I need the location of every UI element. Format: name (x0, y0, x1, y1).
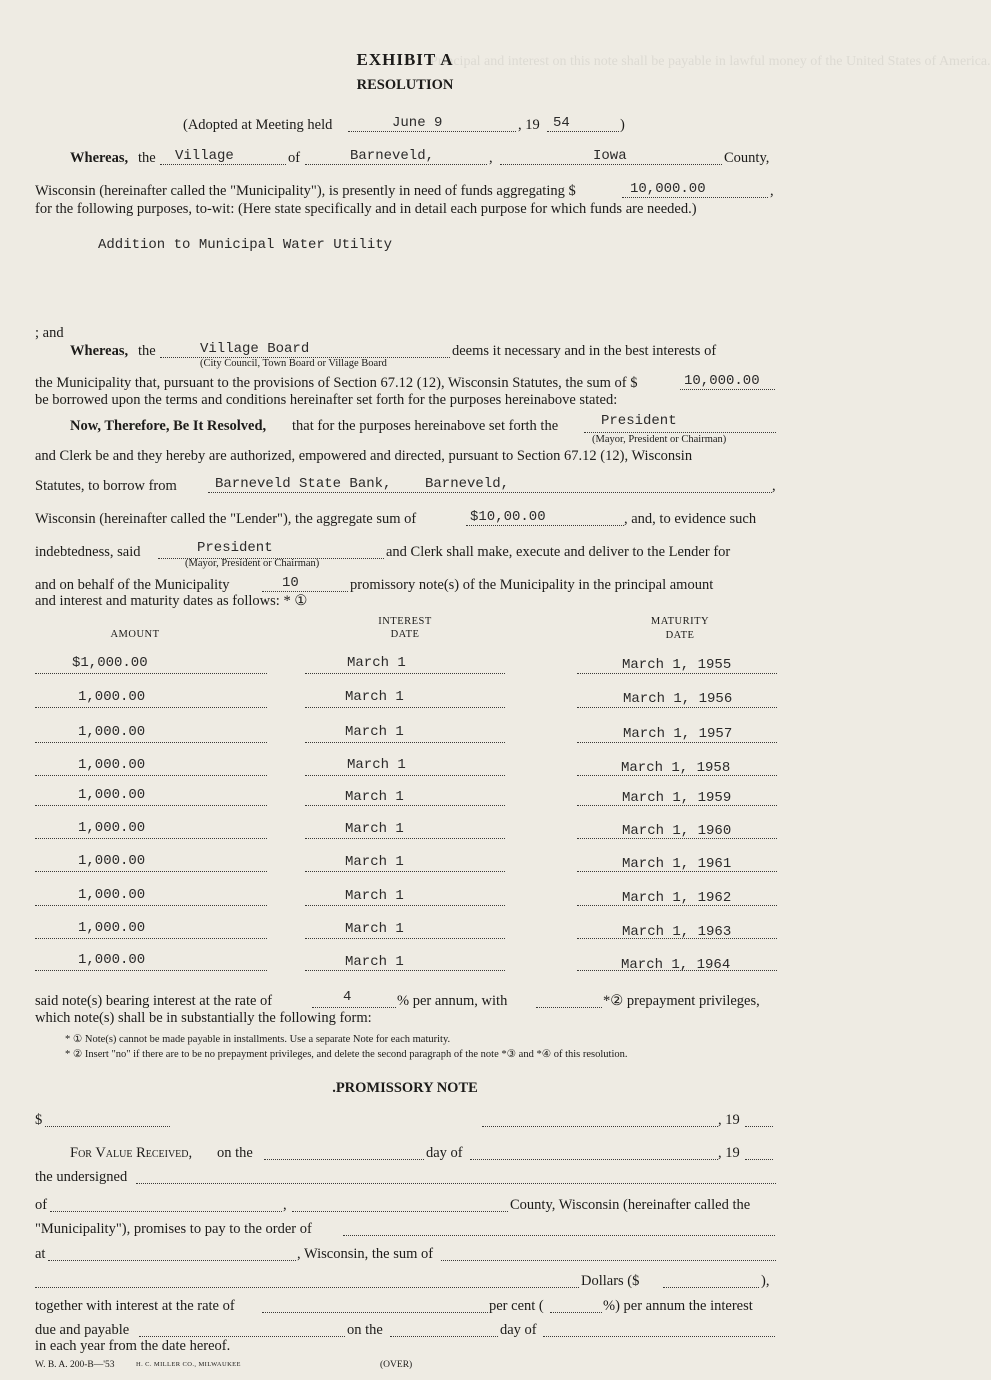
row-amount: 1,000.00 (78, 689, 146, 705)
adopted-year-prefix: , 19 (518, 117, 540, 133)
undersigned: the undersigned (35, 1169, 128, 1185)
interest-line (305, 775, 505, 776)
interest-line (305, 871, 505, 872)
resolved-text8: and on behalf of the Municipality (35, 577, 230, 593)
together-text: together with interest at the rate of (35, 1298, 235, 1314)
note-year2-line (745, 1159, 773, 1160)
printer-name: H. C. MILLER CO., MILWAUKEE (136, 1361, 241, 1368)
due-month-line (543, 1336, 775, 1337)
interest-header-2: DATE (390, 629, 420, 640)
day-of: day of (426, 1145, 463, 1161)
row-maturity: March 1, 1956 (623, 691, 733, 707)
resolved-text1: that for the purposes hereinabove set forth the (292, 418, 559, 434)
resolved-text10: and interest and maturity dates as follows: * ① (35, 593, 308, 609)
row-maturity: March 1, 1963 (622, 924, 732, 940)
each-year: in each year from the date hereof. (35, 1338, 231, 1354)
row-interest: March 1 (345, 689, 404, 705)
amount-line (35, 673, 267, 674)
dollars-words-line (35, 1287, 579, 1288)
promissory-title: .PROMISSORY NOTE (332, 1080, 478, 1096)
interest-rate: 4 (343, 989, 352, 1005)
amount-line (35, 775, 267, 776)
row-amount: 1,000.00 (78, 952, 146, 968)
interest-line (305, 805, 505, 806)
note-year: , 19 (718, 1112, 740, 1128)
municipality-name: Barneveld, (350, 148, 435, 164)
comma: , (770, 183, 774, 199)
row-amount: 1,000.00 (78, 887, 146, 903)
whereas2-text1: deems it necessary and in the best interests of (452, 343, 717, 359)
interest-line (305, 938, 505, 939)
notes-count-line (262, 591, 348, 592)
adopted-suffix: ) (620, 117, 625, 133)
note-year2: , 19 (718, 1145, 740, 1161)
row-maturity: March 1, 1964 (621, 957, 731, 973)
note-date-line (482, 1126, 718, 1127)
per-annum: %) per annum the interest (603, 1298, 753, 1314)
resolved-text4: Wisconsin (hereinafter called the "Lender"), the aggregate sum of (35, 511, 417, 527)
sum-words-line (441, 1260, 776, 1261)
rate-figure-line (550, 1312, 602, 1313)
note-year-line (745, 1126, 773, 1127)
row-maturity: March 1, 1957 (623, 726, 733, 742)
row-amount: 1,000.00 (78, 920, 146, 936)
amount-header: AMOUNT (110, 629, 160, 640)
county-label: County, (724, 150, 770, 166)
adopted-year: 54 (553, 115, 570, 131)
row-interest: March 1 (345, 921, 404, 937)
row-amount: 1,000.00 (78, 820, 146, 836)
prepayment-line (536, 1007, 602, 1008)
aggregate-sum: $10,00.00 (470, 509, 546, 525)
row-maturity: March 1, 1955 (622, 657, 732, 673)
dollars-end: ), (761, 1273, 770, 1289)
of-line (50, 1211, 282, 1212)
row-maturity: March 1, 1958 (621, 760, 731, 776)
of-label: of (35, 1197, 48, 1213)
county-line-2 (292, 1211, 508, 1212)
whereas2-text3: be borrowed upon the terms and conditions hereinafter set forth for the purposes hereinabove stated: (35, 392, 618, 408)
rate-line (312, 1007, 396, 1008)
amount-line (35, 742, 267, 743)
whereas-text2: for the following purposes, to-wit: (Here state specifically and in detail each purpose for which funds are needed.) (35, 201, 697, 217)
notes-count: 10 (282, 575, 299, 591)
row-interest: March 1 (347, 757, 406, 773)
officer-caption: (Mayor, President or Chairman) (592, 434, 727, 445)
rate-words-line (262, 1312, 488, 1313)
on-the: on the (217, 1145, 253, 1161)
row-amount: 1,000.00 (78, 787, 146, 803)
interest-line (305, 673, 505, 674)
day-of-2: day of (500, 1322, 537, 1338)
whereas-the: the (138, 150, 156, 166)
purpose-text: Addition to Municipal Water Utility (98, 237, 393, 253)
row-amount: 1,000.00 (78, 724, 146, 740)
maturity-header-1: MATURITY (650, 616, 710, 627)
resolved-text3: Statutes, to borrow from (35, 478, 177, 494)
interest-text2: % per annum, with (397, 993, 508, 1009)
interest-line (305, 707, 505, 708)
row-interest: March 1 (347, 655, 406, 671)
interest-text4: which note(s) shall be in substantially the following form: (35, 1010, 372, 1026)
whereas2-the: the (138, 343, 156, 359)
due-label: due and payable (35, 1322, 130, 1338)
maturity-line (577, 673, 777, 674)
whereas2-lead: Whereas, (70, 343, 129, 359)
municipality-line (305, 164, 487, 165)
row-interest: March 1 (345, 954, 404, 970)
officer2-title: President (197, 540, 273, 556)
resolved-text9: promissory note(s) of the Municipality in the principal amount (350, 577, 714, 593)
resolved-text7: and Clerk shall make, execute and deliver to the Lender for (386, 544, 731, 560)
over-label: (OVER) (380, 1360, 413, 1370)
whereas-text1: Wisconsin (hereinafter called the "Municipality"), is presently in need of funds aggregating $ (35, 183, 576, 199)
maturity-line (577, 707, 777, 708)
comma: , (489, 150, 493, 166)
interest-line (305, 742, 505, 743)
bleed-through-text: Principal and interest on this note shall be payable in lawful money of the United States of America. (430, 54, 991, 69)
adopted-prefix: (Adopted at Meeting held (183, 117, 333, 133)
entity-line (160, 164, 286, 165)
amount-line (35, 970, 267, 971)
amount-line (35, 938, 267, 939)
funds-amount: 10,000.00 (630, 181, 706, 197)
dollars-figure-line (663, 1287, 759, 1288)
day-line (264, 1159, 424, 1160)
resolved-text6: indebtedness, said (35, 544, 141, 560)
whereas-lead: Whereas, (70, 150, 129, 166)
interest-line (305, 970, 505, 971)
row-maturity: March 1, 1960 (622, 823, 732, 839)
on-the-2: on the (347, 1322, 383, 1338)
lender-city: Barneveld, (425, 476, 510, 492)
comma: , (283, 1197, 287, 1213)
county-text: County, Wisconsin (hereinafter called the (510, 1197, 751, 1213)
lender-name: Barneveld State Bank, (215, 476, 392, 492)
entity-type: Village (175, 148, 234, 164)
maturity-line (577, 742, 777, 743)
footnote-1: * ① Note(s) cannot be made payable in installments. Use a separate Note for each maturity. (65, 1034, 451, 1045)
sum-amount: 10,000.00 (684, 373, 760, 389)
value-received: For Value Received, (70, 1145, 193, 1161)
body-caption: (City Council, Town Board or Village Board (200, 358, 387, 369)
exhibit-title: EXHIBIT A (356, 50, 454, 69)
officer2-caption: (Mayor, President or Chairman) (185, 558, 320, 569)
maturity-header-2: DATE (665, 630, 695, 641)
dollar-sign: $ (35, 1112, 43, 1128)
month-line (470, 1159, 718, 1160)
lender-line (208, 492, 772, 493)
amount-line (35, 805, 267, 806)
whereas-and: ; and (35, 325, 64, 341)
row-maturity: March 1, 1959 (622, 790, 732, 806)
due-line (139, 1336, 345, 1337)
row-maturity: March 1, 1962 (622, 890, 732, 906)
dollars-label: Dollars ($ (581, 1273, 640, 1289)
resolution-title: RESOLUTION (356, 77, 454, 93)
governing-body: Village Board (200, 341, 310, 357)
note-amount-line (45, 1126, 170, 1127)
interest-text1: said note(s) bearing interest at the rate of (35, 993, 273, 1009)
county-name: Iowa (593, 148, 627, 164)
resolved-text5: , and, to evidence such (624, 511, 757, 527)
due-day-line (390, 1336, 498, 1337)
officer-line (584, 432, 776, 433)
per-cent: per cent ( (489, 1298, 544, 1314)
comma: , (772, 478, 776, 494)
row-interest: March 1 (345, 888, 404, 904)
row-amount: 1,000.00 (78, 853, 146, 869)
at-label: at (35, 1246, 46, 1262)
resolved-text2: and Clerk be and they hereby are authorized, empowered and directed, pursuant to Section 67.12 (12), Wisconsin (35, 448, 693, 464)
footnote-2: * ② Insert "no" if there are to be no prepayment privileges, and delete the second paragraph of the note *③ and *④ of this resolution. (65, 1049, 628, 1060)
whereas-of: of (288, 150, 301, 166)
amount-line (35, 707, 267, 708)
county-line (500, 164, 722, 165)
interest-text3: *② prepayment privileges, (603, 993, 760, 1009)
whereas2-text2: the Municipality that, pursuant to the provisions of Section 67.12 (12), Wisconsin Statutes, the sum of $ (35, 375, 638, 391)
payee-line (343, 1235, 775, 1236)
interest-line (305, 905, 505, 906)
resolved-lead: Now, Therefore, Be It Resolved, (70, 418, 267, 434)
aggregate-line (466, 525, 624, 526)
officer-title: President (601, 413, 677, 429)
amount-line (35, 871, 267, 872)
wisconsin-sum: , Wisconsin, the sum of (297, 1246, 434, 1262)
row-amount: $1,000.00 (72, 655, 148, 671)
adopted-date: June 9 (392, 115, 443, 131)
row-interest: March 1 (345, 854, 404, 870)
form-id: W. B. A. 200-B—'53 (35, 1360, 115, 1370)
at-line (48, 1260, 296, 1261)
row-interest: March 1 (345, 821, 404, 837)
funds-amount-line (622, 197, 768, 198)
adopted-year-line (547, 131, 619, 132)
municipality-text: "Municipality"), promises to pay to the order of (35, 1221, 312, 1237)
undersigned-line (136, 1183, 776, 1184)
row-maturity: March 1, 1961 (622, 856, 732, 872)
row-amount: 1,000.00 (78, 757, 146, 773)
row-interest: March 1 (345, 724, 404, 740)
amount-line (35, 838, 267, 839)
sum-line (680, 389, 775, 390)
amount-line (35, 905, 267, 906)
adopted-date-line (348, 131, 516, 132)
interest-line (305, 838, 505, 839)
row-interest: March 1 (345, 789, 404, 805)
interest-header-1: INTEREST (378, 616, 432, 627)
